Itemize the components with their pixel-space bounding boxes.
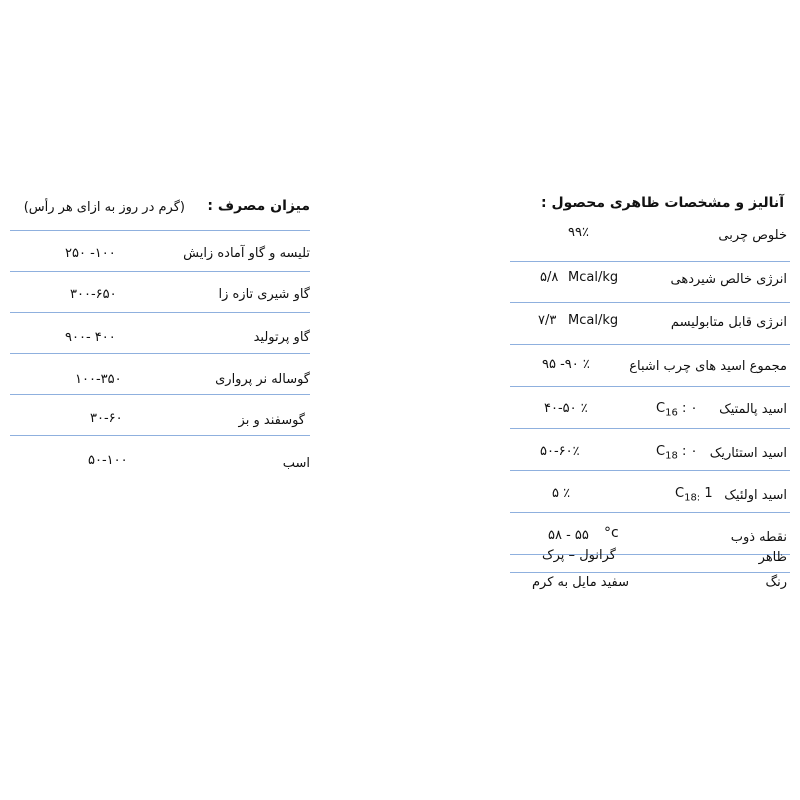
table-row bbox=[10, 272, 310, 313]
table-row bbox=[510, 573, 790, 593]
table-row bbox=[10, 231, 310, 272]
row-unit: Mcal/kg bbox=[568, 313, 619, 328]
table-row bbox=[510, 548, 790, 573]
row-formula: $C_{18:}$ 1 bbox=[675, 486, 713, 504]
row-unit: °c bbox=[604, 525, 619, 541]
row-value: سفید مایل به کرم bbox=[532, 575, 629, 590]
table-row bbox=[10, 395, 310, 436]
row-value: ۷/۳ bbox=[538, 313, 557, 328]
row-label: تلیسه و گاو آماده زایش bbox=[183, 246, 310, 261]
row-value: ۲۵۰ -۱۰۰ bbox=[65, 246, 116, 261]
consumption-subtitle: (گرم در روز به ازای هر رأس) bbox=[23, 200, 185, 215]
row-value: ۵۸ - ۵۵ bbox=[548, 528, 589, 543]
row-value: ۵۰-۱۰۰ bbox=[88, 453, 128, 468]
row-value: ۳۰۰-۶۵۰ bbox=[70, 287, 117, 302]
row-label: مجموع اسید های چرب اشباع bbox=[629, 359, 787, 374]
row-label: انرژی خالص شیردهی bbox=[670, 272, 787, 287]
row-label: اسب bbox=[282, 456, 310, 471]
row-value: ۱۰۰-۳۵۰ bbox=[75, 372, 122, 387]
row-value: گرانول – پرک bbox=[542, 548, 616, 563]
table-row bbox=[510, 345, 790, 387]
row-value: ۹۵ -۹۰ ٪ bbox=[542, 357, 590, 372]
row-label: رنگ bbox=[765, 575, 787, 590]
row-value: ۵/۸ bbox=[540, 270, 559, 285]
row-value: ۴۰-۵۰ ٪ bbox=[544, 401, 588, 416]
row-label: گاو شیری تازه زا bbox=[218, 287, 310, 302]
table-row bbox=[510, 471, 790, 513]
row-value: ۳۰-۶۰ bbox=[90, 411, 123, 426]
row-value: ۵ ٪ bbox=[552, 486, 571, 501]
row-formula: $C_{18}$ : ۰ bbox=[656, 444, 698, 462]
table-row bbox=[510, 387, 790, 429]
row-value: ۹۹٪ bbox=[568, 225, 589, 240]
row-label: گوساله نر پرواری bbox=[215, 372, 310, 387]
row-label: گاو پرتولید bbox=[253, 330, 310, 345]
table-row bbox=[10, 436, 310, 476]
table-row bbox=[10, 313, 310, 354]
row-value: ۹۰۰- ۴۰۰ bbox=[65, 330, 116, 345]
row-unit: Mcal/kg bbox=[568, 270, 619, 285]
table-row bbox=[510, 429, 790, 471]
row-label: انرژی قابل متابولیسم bbox=[670, 315, 787, 330]
consumption-title: میزان مصرف : bbox=[207, 198, 310, 214]
row-label: اسید اولئیک bbox=[724, 488, 787, 503]
row-value: ۵۰-۶۰٪ bbox=[540, 444, 580, 459]
row-label: ظاهر bbox=[758, 550, 787, 565]
row-formula: $C_{16}$ : ۰ bbox=[656, 401, 698, 419]
table-row bbox=[510, 221, 790, 262]
analysis-title: آنالیز و مشخصات ظاهری محصول : bbox=[541, 195, 784, 211]
row-label: اسید پالمتیک bbox=[719, 402, 787, 417]
row-label: اسید استئاریک bbox=[709, 446, 787, 461]
table-row bbox=[510, 262, 790, 303]
row-label: نقطه ذوب bbox=[730, 530, 787, 545]
table-row bbox=[10, 354, 310, 395]
row-label: خلوص چربی bbox=[718, 228, 787, 243]
table-row bbox=[510, 303, 790, 345]
row-label: گوسفند و بز bbox=[238, 413, 305, 428]
